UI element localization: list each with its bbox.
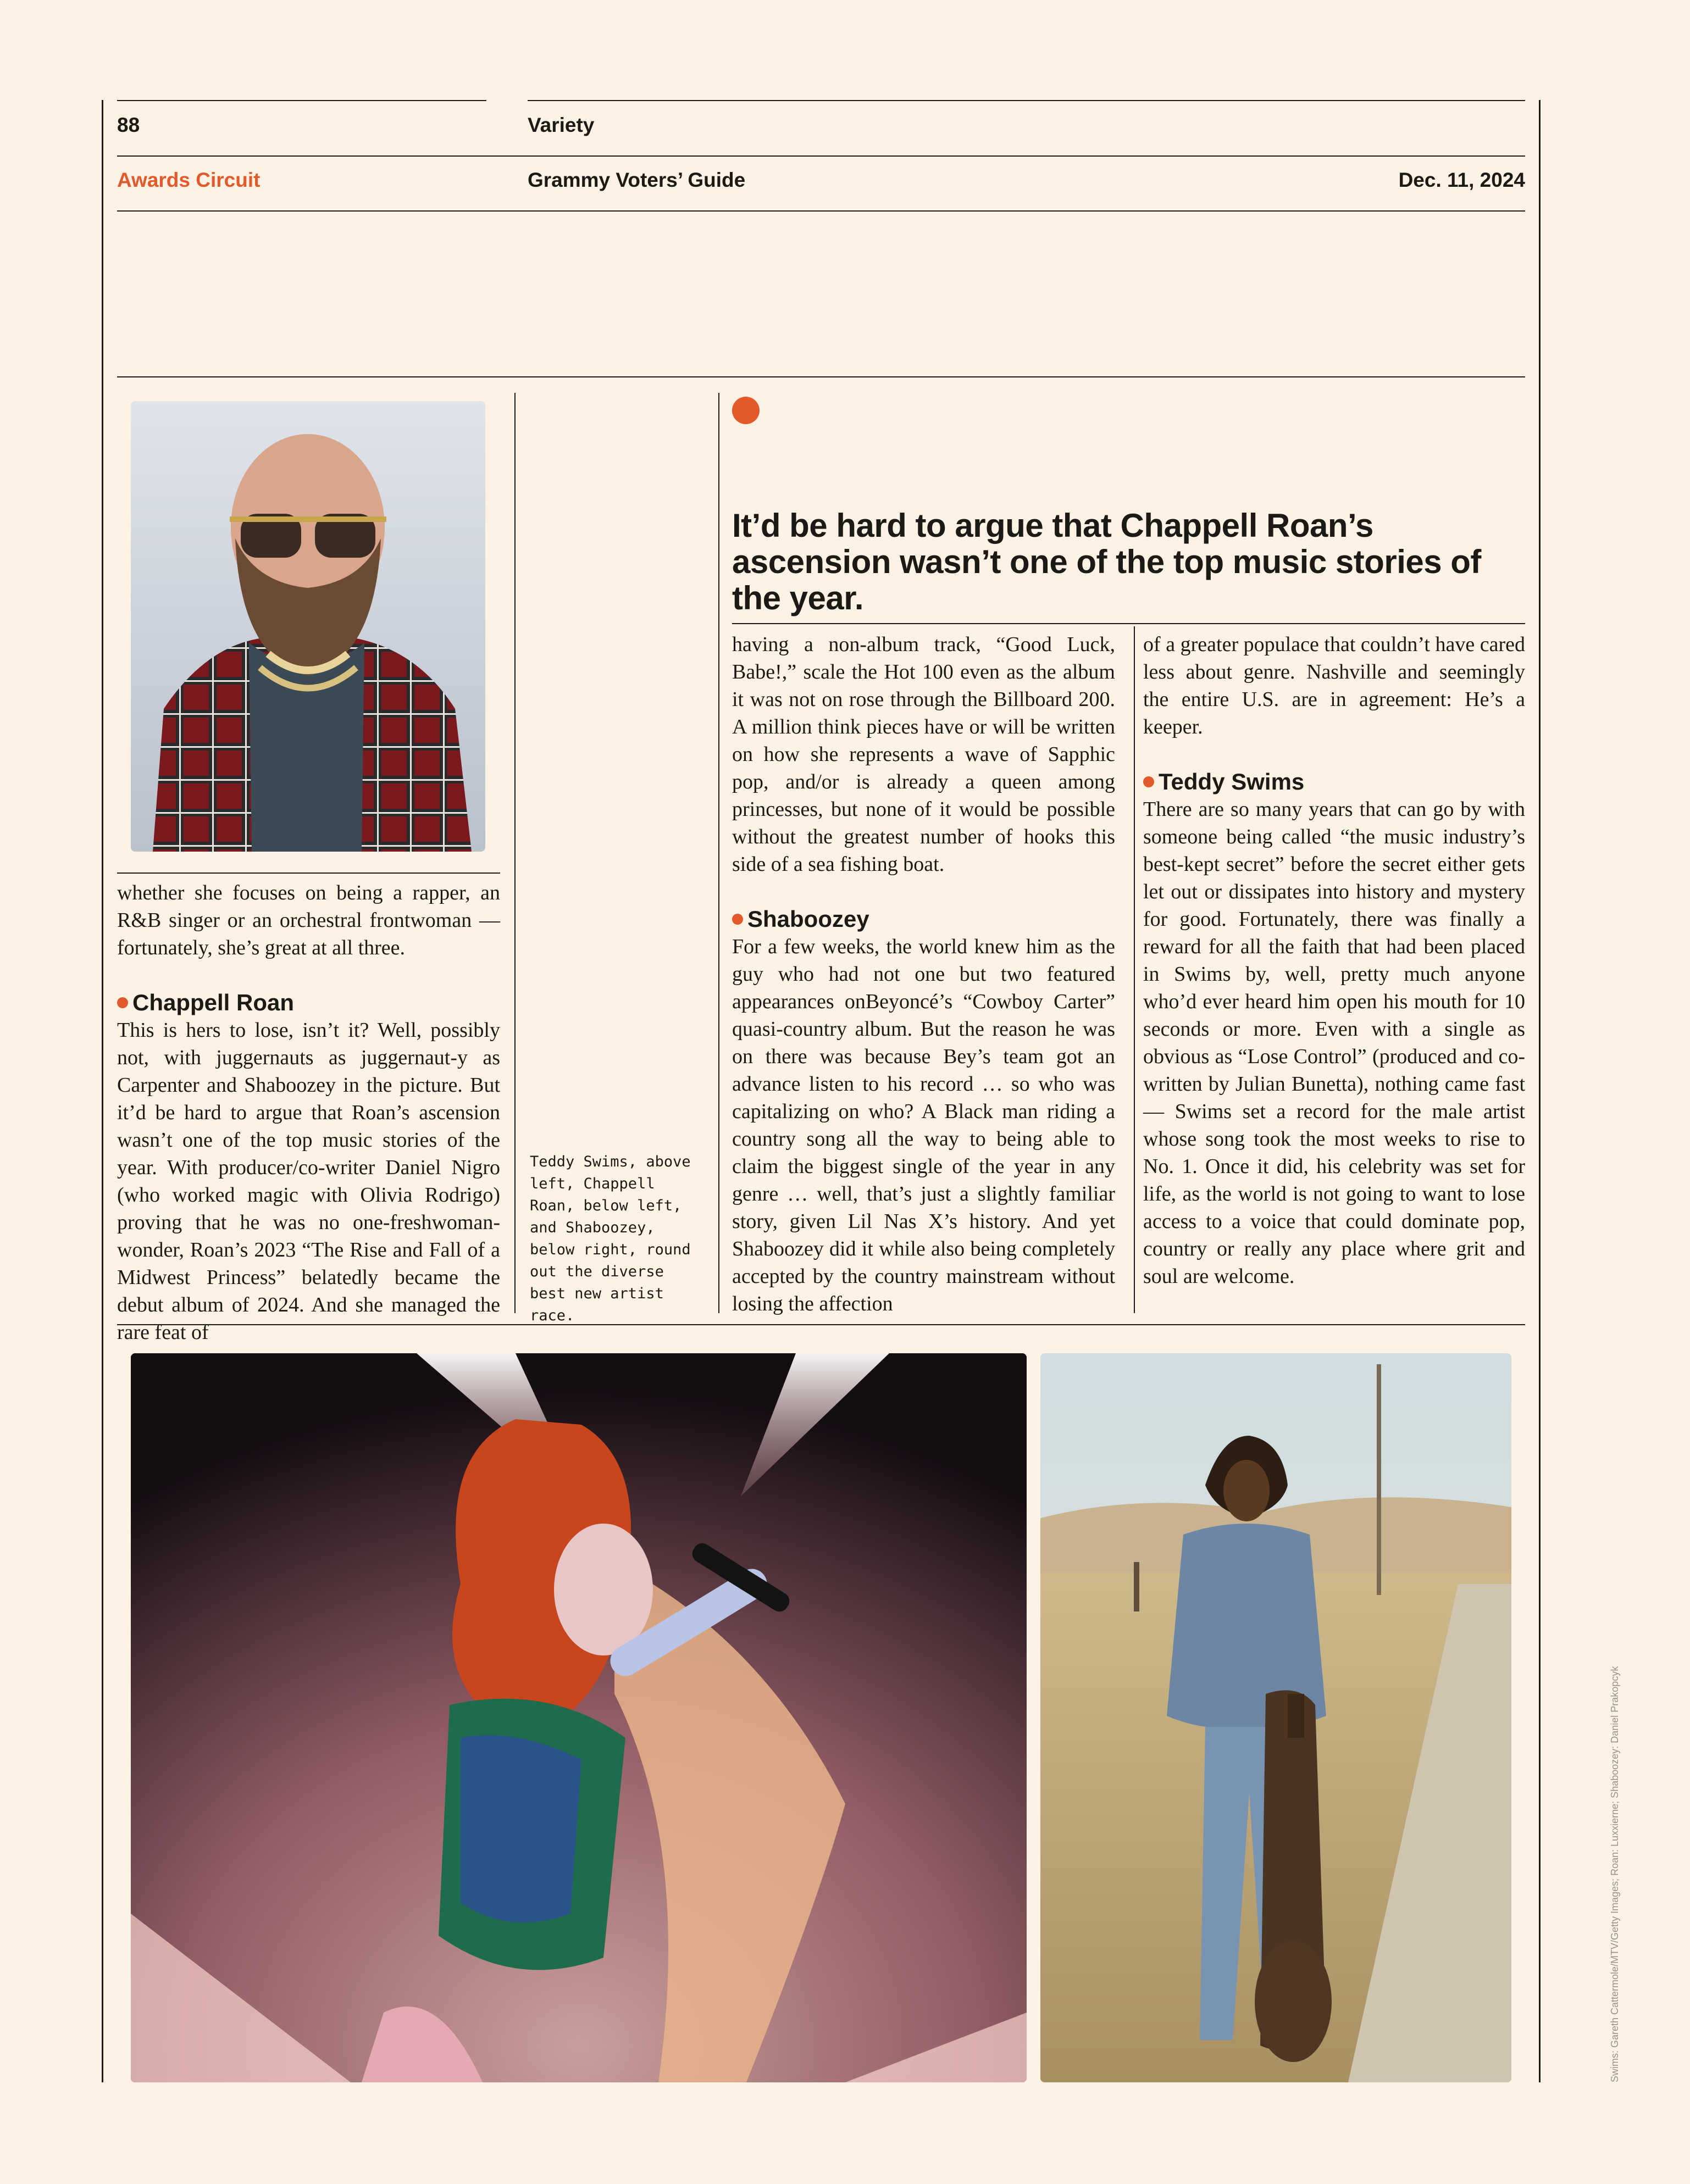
section-label: Awards Circuit (117, 169, 261, 191)
bullet-dot (117, 997, 128, 1008)
feature-label: Grammy Voters’ Guide (528, 169, 746, 191)
column-1-intro: whether she focuses on being a rapper, an R&B singer or an orchestral frontwoman — fortunately, she’s great at all three. (117, 881, 500, 959)
issue-date: Dec. 11, 2024 (1398, 169, 1525, 191)
headline-bottom-rule (732, 623, 1525, 624)
page-number: 88 (117, 114, 140, 136)
photo-bottom-rule (117, 873, 500, 874)
publication-name: Variety (528, 114, 595, 136)
photo-credit: Swims: Gareth Cattermole/MTV/Getty Images; Roan: Luxxierne; Shaboozey: Daniel Prakopcyk (1609, 1666, 1620, 2082)
column-1 (117, 879, 500, 1346)
header-bottom-rule (117, 210, 1525, 212)
header-top-rule-left (117, 100, 486, 101)
chappell-roan-body: This is hers to lose, isn’t it? Well, possibly not, with juggernauts as juggernaut-y as Carpenter and Shaboozey in the picture. But it’d be hard to argue that Roan’s ascension wasn’t one of the top music stories of the year. With producer/co-writer Daniel Nigro (who worked magic with Olivia Rodrigo) proving that he was no one-freshwoman-wonder, Roan’s 2023 “The Rise and Fall of a Midwest Princess” belatedly became the debut album of 2024. And she managed the rare feat of (117, 1019, 500, 1344)
column-3 (732, 631, 1115, 1318)
column-divider-3 (1134, 626, 1135, 1313)
bullet-dot (732, 914, 743, 925)
shaboozey-heading: Shaboozey (732, 905, 1115, 933)
chappell-roan-photo (131, 1353, 1027, 2082)
bullet-dot (1143, 776, 1154, 787)
column-4-intro: of a greater populace that couldn’t have cared less about genre. Nashville and seemingly the entire U.S. are in agreement: He’s a keeper. (1143, 633, 1525, 738)
teddy-swims-heading: Teddy Swims (1143, 768, 1525, 796)
column-divider-2 (718, 393, 719, 1313)
photo-caption: Teddy Swims, above left, Chappell Roan, below left, and Shaboozey, below right, round out the diverse best new artist race. (530, 1153, 691, 1324)
headline: It’d be hard to argue that Chappell Roan’s ascension wasn’t one of the top music stories of the year. (732, 507, 1481, 616)
column-3-intro: having a non-album track, “Good Luck, Babe!,” scale the Hot 100 even as the album it was not on rose through the Billboard 200. A million think pieces have or will be written on how she represents a wave of Sapphic pop, and/or is already a queen among princesses, but none of it would be possible without the greatest number of hooks this side of a sea fishing boat. (732, 633, 1115, 876)
teddy-swims-photo (131, 401, 485, 852)
header-mid-rule (117, 155, 1525, 157)
frame-left-rule (102, 100, 103, 2082)
frame-right-rule (1539, 100, 1541, 2082)
header-top-rule-right (528, 100, 1525, 101)
teddy-swims-body: There are so many years that can go by with someone being called “the music industry’s best-kept secret” before the secret either gets let out or dissipates into history and mystery for good. Fortunately, there was finally a reward for all the faith that had been placed in Swims by, well, pretty much anyone who’d ever heard him open his mouth for 10 seconds or more. Even with a single as obvious as “Lose Control” (produced and co-written by Julian Bunetta), nothing came fast — Swims set a record for the male artist whose song took the most weeks to rise to No. 1. Once it did, his celebrity was set for life, as the world is not going to want to lose access to a voice that could dominate pop, country or really any place where grit and soul are welcome. (1143, 798, 1525, 1288)
column-divider-1 (514, 393, 516, 1313)
shaboozey-photo (1040, 1353, 1511, 2082)
chappell-roan-heading: Chappell Roan (117, 989, 500, 1016)
content-top-rule (117, 376, 1525, 377)
shaboozey-body: For a few weeks, the world knew him as the guy who had not one but two featured appearances onBeyoncé’s “Cowboy Carter” quasi-country album. But the reason he was on there was because Bey’s team got an advance listen to his record … so who was capitalizing on who? A Black man riding a country song all the way to being able to claim the biggest single of the year in any genre … well, that’s just a slightly familiar story, given Lil Nas X’s history. And yet Shaboozey did it while also being completely accepted by the country mainstream without losing the affection (732, 935, 1115, 1315)
column-4 (1143, 631, 1525, 1290)
accent-dot (732, 397, 760, 424)
